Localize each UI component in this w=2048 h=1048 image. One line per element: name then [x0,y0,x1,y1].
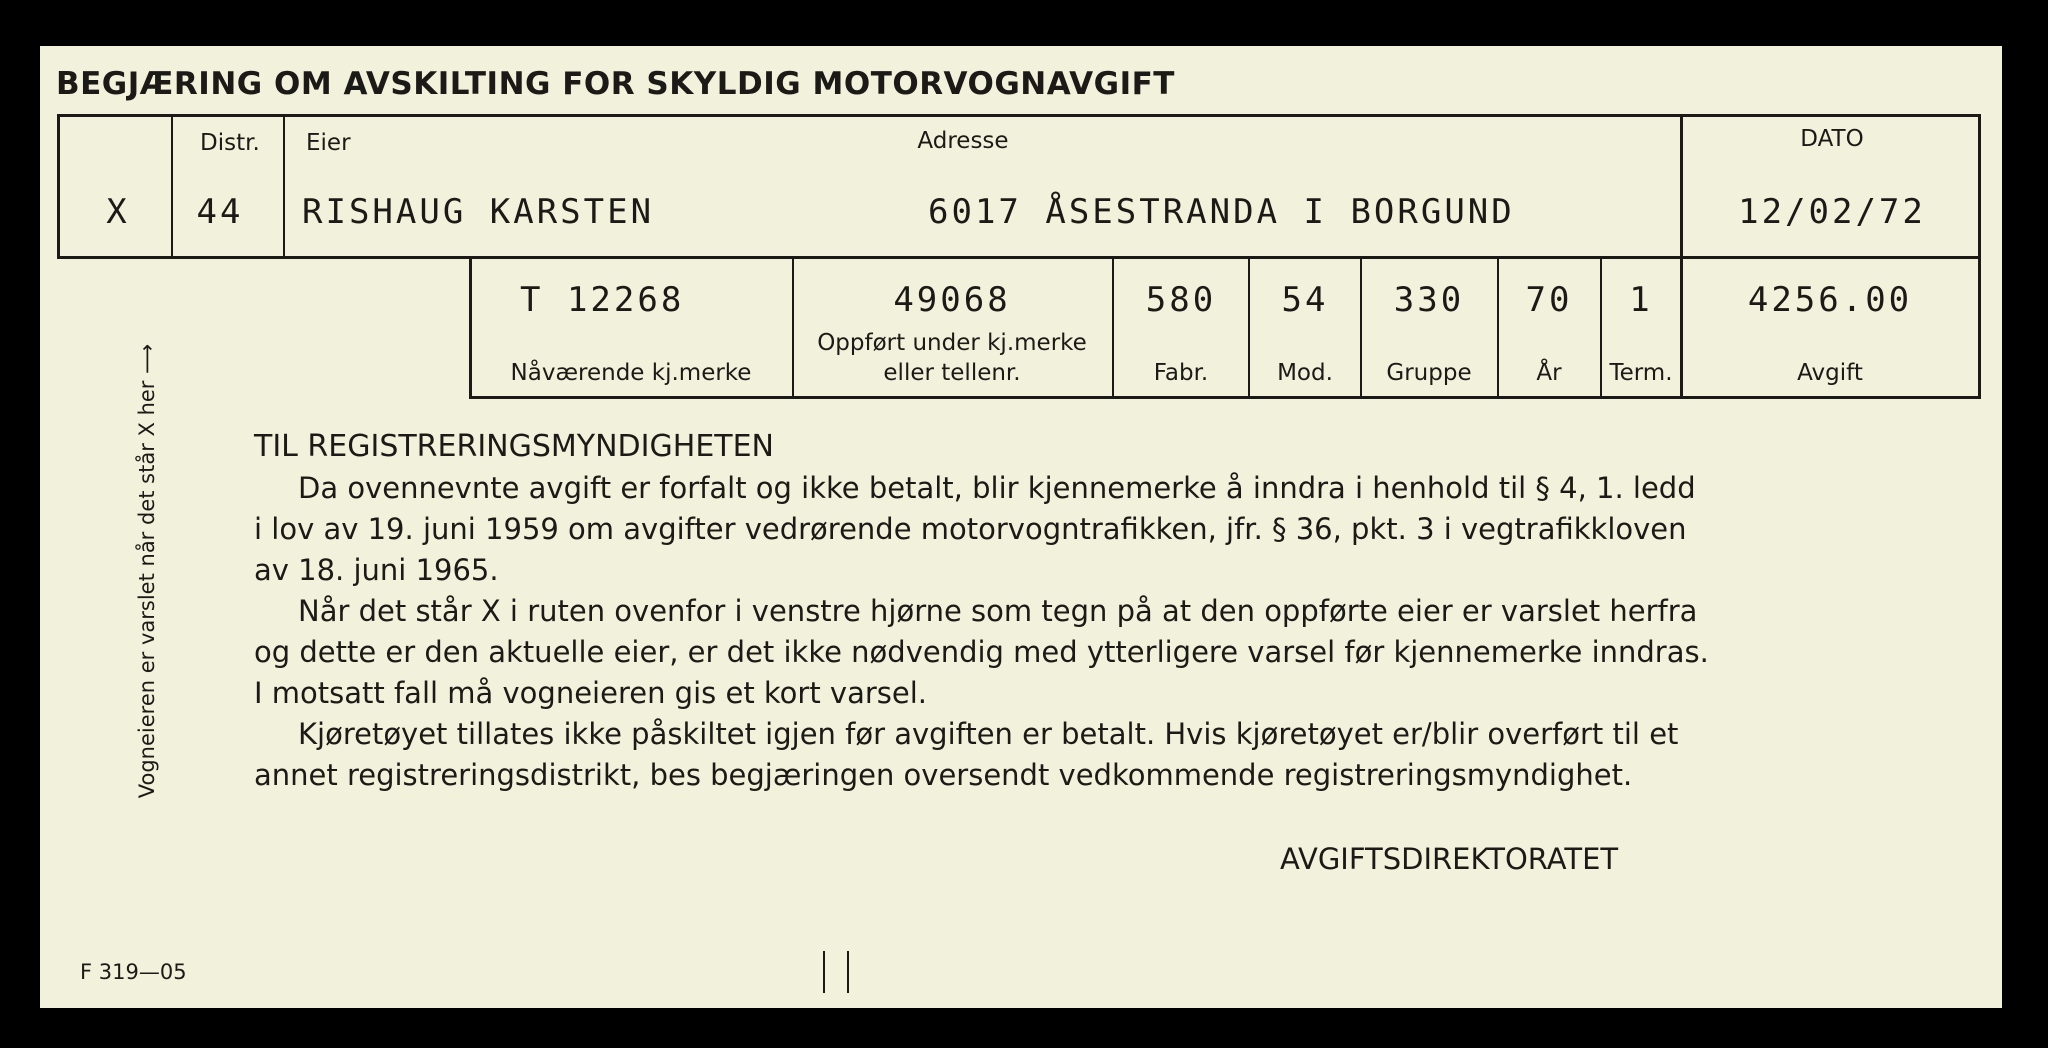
gruppe-label: Gruppe [1386,360,1472,386]
tellenr-label-2: eller tellenr. [883,360,1021,386]
form-code: F 319—05 [80,960,187,984]
tellenr-label-1: Oppført under kj.merke [817,330,1087,356]
gruppe-value: 330 [1393,280,1465,320]
ar-label: År [1536,360,1562,386]
paragraph-3-line-2: annet registreringsdistrikt, bes begjæringen oversendt vedkommende registreringsmyndighet. [254,758,1633,792]
adresse-value: 6017 ÅSESTRANDA I BORGUND [928,192,1515,232]
regnr-value: T 12268 [520,280,685,320]
recipient-heading: TIL REGISTRERINGSMYNDIGHETEN [254,429,774,464]
mod-label: Mod. [1277,360,1333,386]
avgift-label: Avgift [1797,360,1863,386]
dato-label: DATO [1800,126,1864,152]
term-label: Term. [1609,360,1673,386]
paragraph-1-line-2: i lov av 19. juni 1959 om avgifter vedrørende motorvogntrafikken, jfr. § 36, pkt. 3 i vegtrafikkloven [254,512,1687,546]
eier-value: RISHAUG KARSTEN [302,192,655,232]
distr-value: 44 [196,192,244,232]
paragraph-3-line-1: Kjøretøyet tillates ikke påskiltet igjen før avgiften er betalt. Hvis kjøretøyet er/blir overført til et [298,717,1679,751]
issuer-signature: AVGIFTSDIREKTORATET [1280,842,1619,876]
paragraph-1-line-3: av 18. juni 1965. [254,553,499,587]
term-value: 1 [1629,280,1653,320]
notification-side-note: Vogneieren er varslet når det står X her ⟶ [135,343,159,799]
paragraph-2-line-3: I motsatt fall må vogneieren gis et kort varsel. [254,676,928,710]
avgift-value: 4256.00 [1747,280,1913,320]
paragraph-2-line-2: og dette er den aktuelle eier, er det ikke nødvendig med ytterligere varsel før kjennemerke inndras. [254,635,1709,669]
tellenr-value: 49068 [893,280,1011,320]
paragraph-2-line-1: Når det står X i ruten ovenfor i venstre hjørne som tegn på at den oppførte eier er varslet herfra [298,594,1698,628]
notified-mark: X [106,192,130,232]
adresse-label: Adresse [917,128,1009,154]
dato-value: 12/02/72 [1738,192,1926,232]
paragraph-1-line-1: Da ovennevnte avgift er forfalt og ikke betalt, blir kjennemerke å inndra i henhold til § 4, 1. ledd [298,471,1696,505]
ar-value: 70 [1525,280,1573,320]
distr-label: Distr. [200,130,260,156]
form-sheet [40,46,2002,1008]
mod-value: 54 [1281,280,1329,320]
fabr-label: Fabr. [1153,360,1209,386]
form-title: BEGJÆRING OM AVSKILTING FOR SKYLDIG MOTORVOGNAVGIFT [56,66,1175,102]
regnr-label: Nåværende kj.merke [510,360,752,386]
eier-label: Eier [306,130,351,156]
fabr-value: 580 [1145,280,1217,320]
